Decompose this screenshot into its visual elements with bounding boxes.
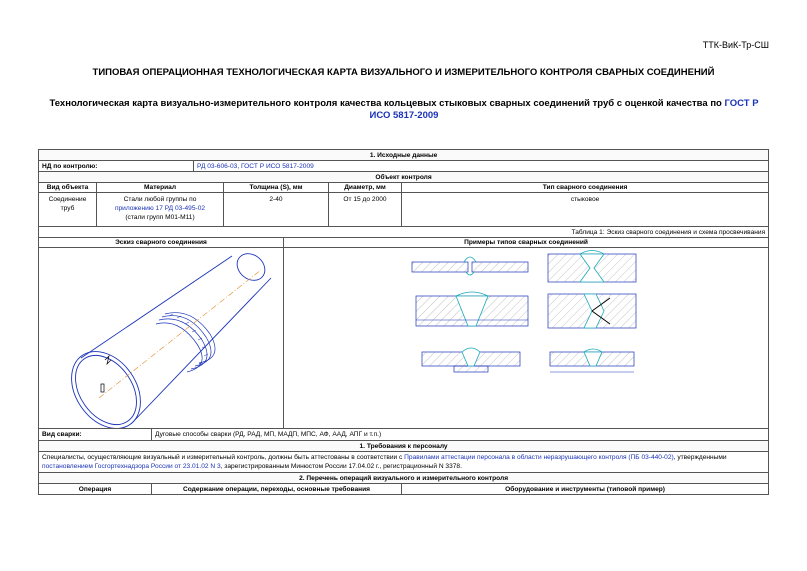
table-caption: Таблица 1: Эскиз сварного соединения и схема просвечивания — [39, 227, 769, 238]
joint-x-groove — [548, 251, 636, 283]
document-code: ТТК-ВиК-Тр-СШ — [702, 40, 769, 50]
weld-sketch — [39, 248, 284, 429]
material-link[interactable]: приложению 17 РД 03-495-02 — [114, 205, 206, 212]
header-thickness: Толщина (S), мм — [224, 183, 329, 193]
header-equipment: Оборудование и инструменты (типовой пример) — [402, 484, 769, 495]
sub-title — [44, 98, 764, 122]
header-operation-content: Содержание операции, переходы, основные требования — [152, 484, 402, 495]
header-object: Вид объекта — [39, 183, 97, 193]
header-diameter: Диаметр, мм — [329, 183, 402, 193]
nd-value-link[interactable]: РД 03-606-03, ГОСТ Р ИСО 5817-2009 — [194, 161, 769, 172]
weld-value: Дуговые способы сварки (РД, РАД, МП, МАДП, МПС, АФ, ААД, АПГ и т.п.) — [152, 429, 769, 441]
joint-single-v-thin — [550, 349, 634, 372]
material-text-2: (стали групп М01-М11) — [125, 214, 195, 221]
weld-examples — [284, 248, 769, 429]
joint-double-bevel — [548, 294, 636, 328]
personnel-text — [39, 452, 769, 473]
value-object: Соединение труб — [39, 193, 97, 227]
examples-title: Примеры типов сварных соединений — [284, 238, 769, 248]
main-title: ТИПОВАЯ ОПЕРАЦИОННАЯ ТЕХНОЛОГИЧЕСКАЯ КАРТА ВИЗУАЛЬНОГО И ИЗМЕРИТЕЛЬНОГО КОНТРОЛЯ СВАРНЫХ СОЕДИНЕНИЙ — [92, 67, 715, 78]
nd-label: НД по контролю: — [39, 161, 194, 172]
sketch-title: Эскиз сварного соединения — [39, 238, 284, 248]
tech-card-table — [38, 149, 769, 495]
personnel-text-1: Специалисты, осуществляющие визуальный и измерительный контроль, должны быть аттестованы в соответствии с — [42, 454, 405, 461]
joint-v-groove — [416, 292, 528, 326]
weld-label: Вид сварки: — [39, 429, 152, 441]
object-title: Объект контроля — [39, 172, 769, 183]
personnel-text-3: , зарегистрированным Минюстом России 17.04.02 г., регистрационный N 3378. — [220, 463, 462, 470]
weld-examples-drawing — [284, 248, 770, 428]
pipe-sketch-drawing — [39, 248, 283, 428]
value-diameter: От 15 до 2000 — [329, 193, 402, 227]
header-material: Материал — [97, 183, 224, 193]
joint-backing-ring — [422, 348, 520, 372]
personnel-link-decree[interactable]: постановлением Госгортехнадзора России от 23.01.02 N 3 — [42, 463, 221, 470]
header-operation: Операция — [39, 484, 152, 495]
material-text-1: Стали любой группы по — [123, 196, 197, 203]
personnel-link-rules[interactable]: Правилами аттестации персонала в области неразрушающего контроля (ПБ 03-440-02) — [404, 454, 674, 461]
personnel-title: 1. Требования к персоналу — [39, 441, 769, 452]
sub-title-text: Технологическая карта визуально-измерительного контроля качества кольцевых стыковых сварных соединений труб с оценкой качества по — [49, 98, 725, 109]
personnel-text-2: , утвержденными — [673, 454, 727, 461]
value-joint-type: стыковое — [402, 193, 769, 227]
joint-square-butt — [412, 257, 528, 275]
value-thickness: 2-40 — [224, 193, 329, 227]
header-joint-type: Тип сварного соединения — [402, 183, 769, 193]
value-material — [97, 193, 224, 227]
section1-title: 1. Исходные данные — [39, 150, 769, 161]
gost-link[interactable]: ГОСТ Р ИСО 5817-2009 — [369, 98, 759, 121]
section2-title: 2. Перечень операций визуального и измерительного контроля — [39, 473, 769, 484]
